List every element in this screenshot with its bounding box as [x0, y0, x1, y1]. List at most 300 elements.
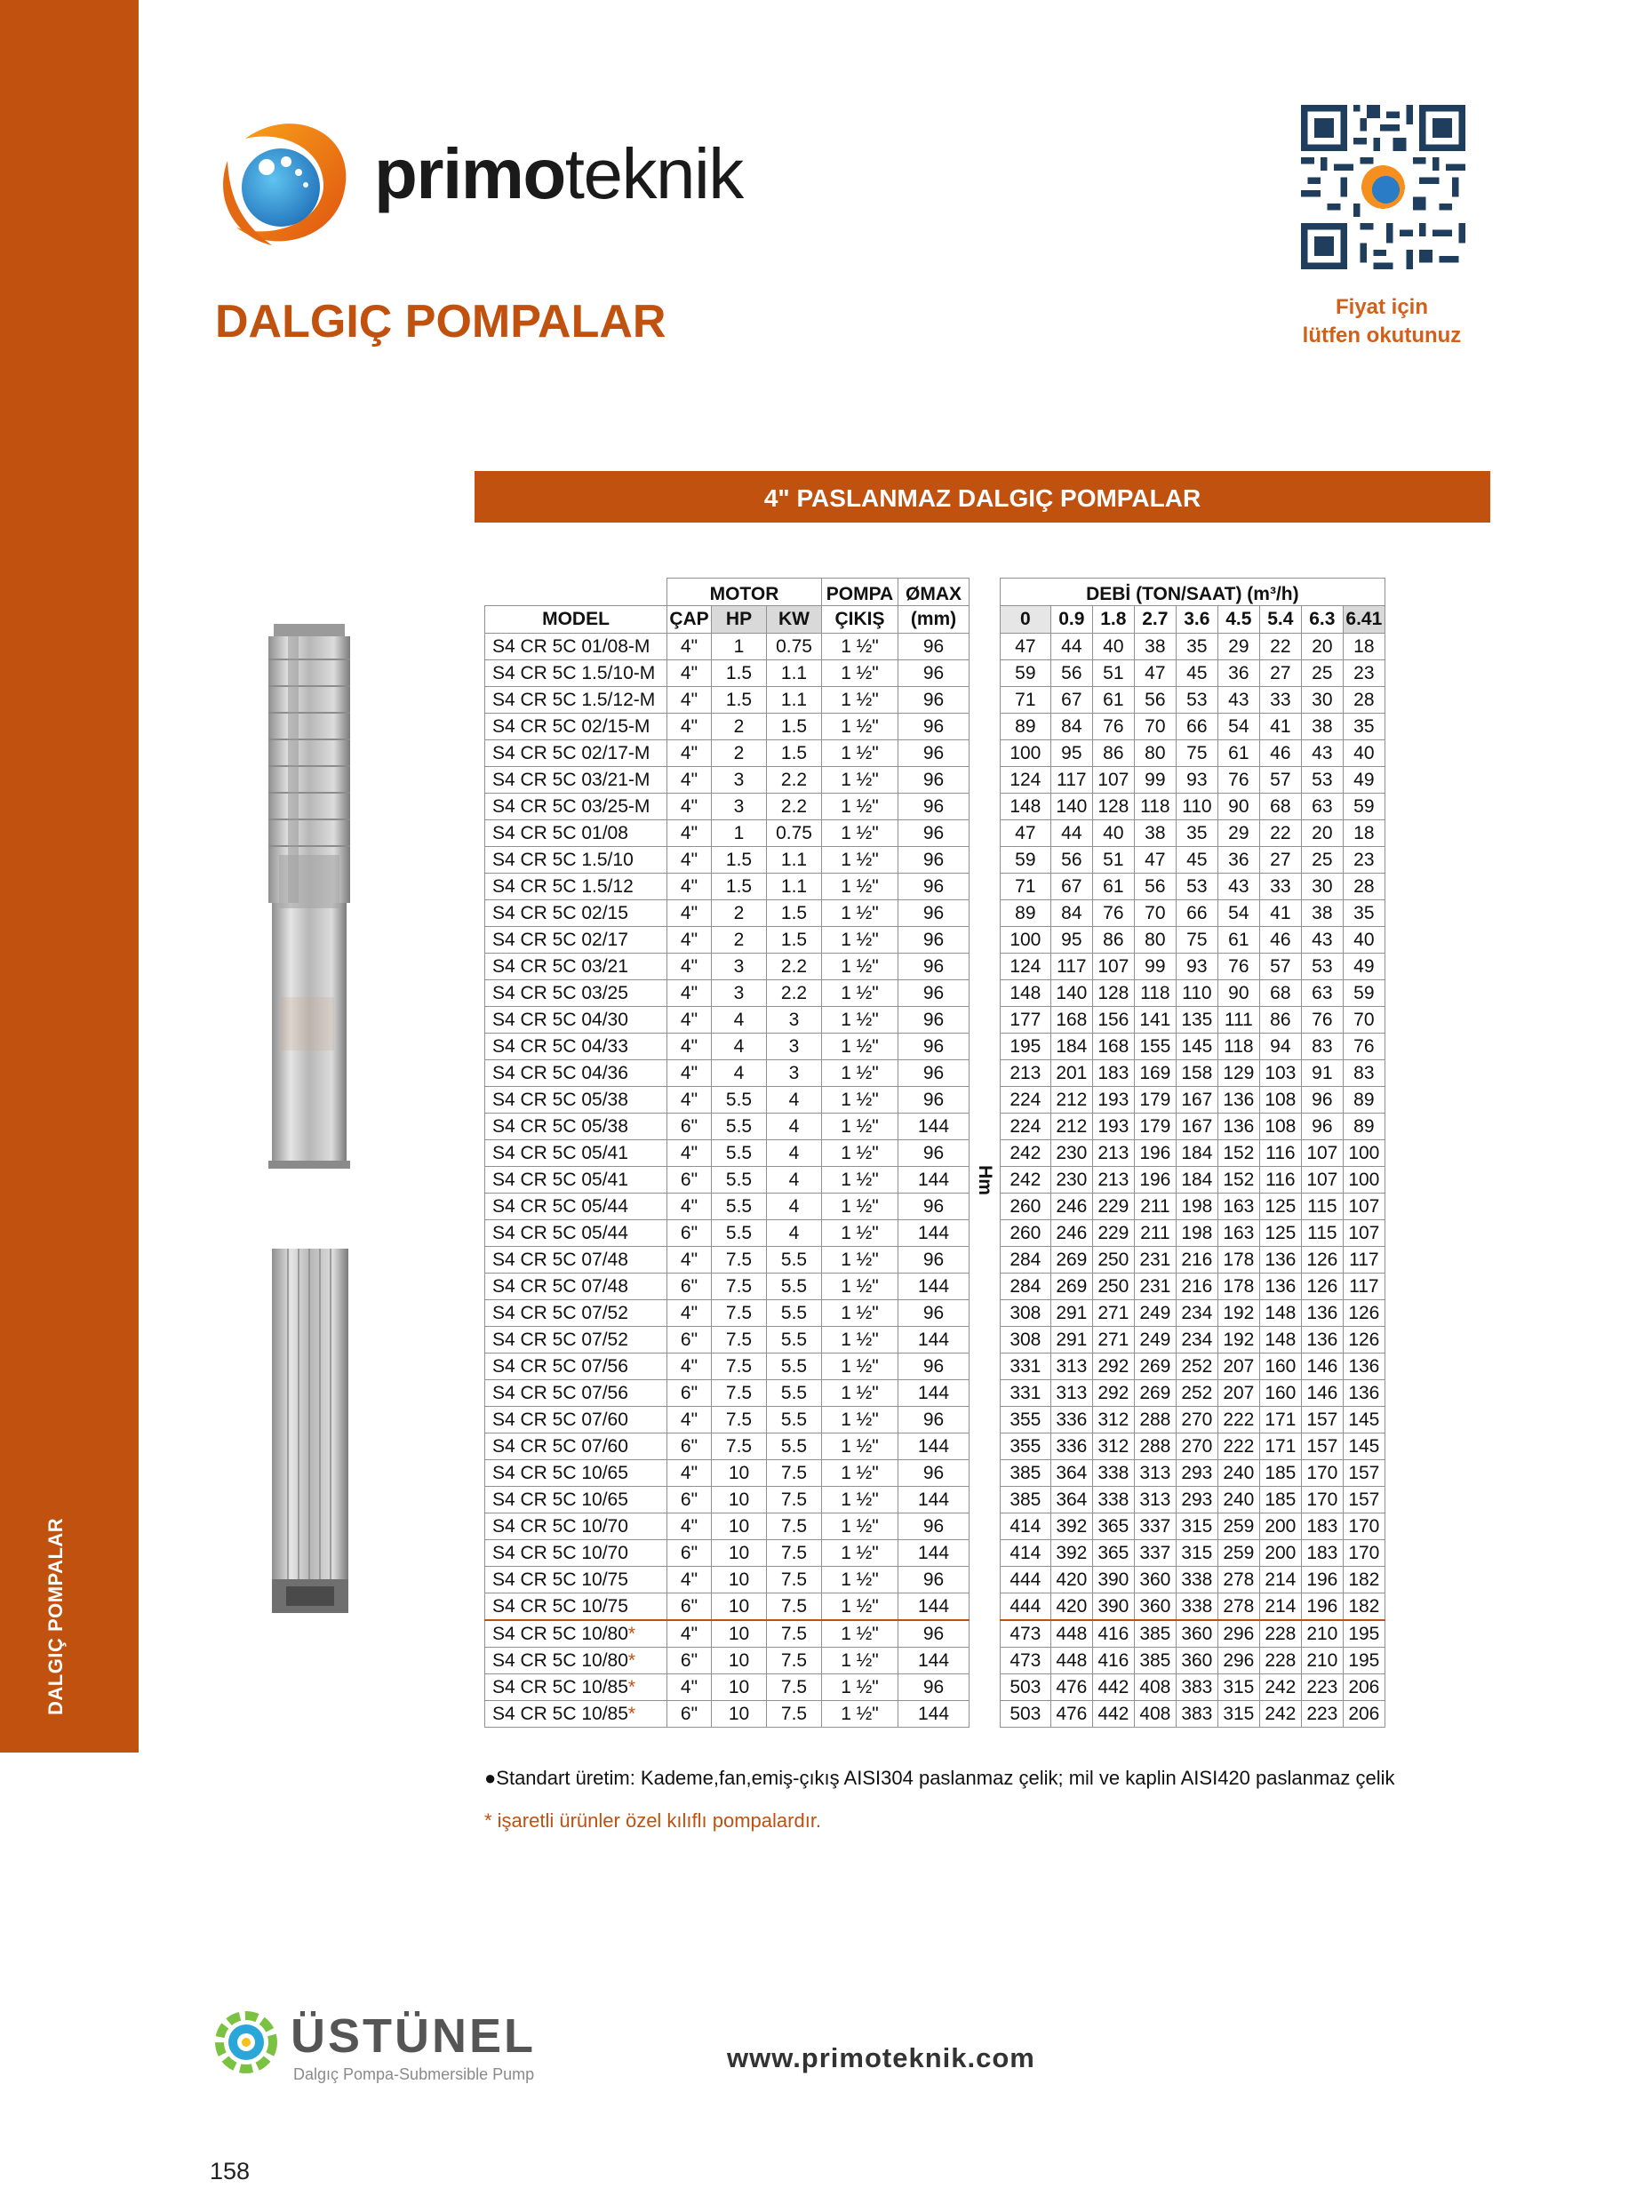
header-cap: ÇAP [667, 606, 712, 634]
table-header-group-row [485, 579, 1385, 606]
head-value-cell: 38 [1134, 634, 1176, 660]
model-name: S4 CR 5C 02/17 [492, 929, 628, 950]
spec-cell: 1.5 [767, 714, 822, 740]
table-row [485, 847, 1385, 874]
head-value-cell: 40 [1343, 740, 1385, 767]
head-value-cell: 145 [1176, 1034, 1217, 1060]
model-cell [485, 1620, 667, 1648]
special-mark: * [627, 1676, 636, 1697]
spec-cell: 1 ½" [822, 1513, 898, 1540]
model-cell [485, 1540, 667, 1567]
spec-cell: 2 [712, 927, 767, 954]
head-value-cell: 224 [1000, 1087, 1050, 1114]
table-row [485, 1487, 1385, 1513]
pump-spec-table [484, 578, 1385, 1728]
head-value-cell: 126 [1343, 1300, 1385, 1327]
spec-cell: 1 ½" [822, 660, 898, 687]
table-row [485, 1354, 1385, 1380]
head-value-cell: 107 [1343, 1194, 1385, 1220]
spec-cell: 5.5 [712, 1167, 767, 1194]
head-value-cell: 167 [1176, 1087, 1217, 1114]
model-name: S4 CR 5C 10/85 [492, 1703, 628, 1724]
spec-cell: 2 [712, 740, 767, 767]
head-value-cell: 33 [1259, 687, 1301, 714]
spec-cell: 1 ½" [822, 954, 898, 980]
model-name: S4 CR 5C 1.5/12-M [492, 689, 656, 710]
qr-caption-line2: lütfen okutunuz [1302, 323, 1462, 347]
spec-cell: 1.5 [712, 660, 767, 687]
spec-cell: 144 [898, 1274, 970, 1300]
head-value-cell: 170 [1343, 1513, 1385, 1540]
head-value-cell: 246 [1050, 1194, 1092, 1220]
spec-cell: 5.5 [712, 1220, 767, 1247]
table-row [485, 874, 1385, 900]
spec-cell: 7.5 [767, 1701, 822, 1728]
head-value-cell: 56 [1050, 660, 1092, 687]
spec-cell: 10 [712, 1540, 767, 1567]
model-cell [485, 714, 667, 740]
table-row [485, 1433, 1385, 1460]
qr-code-icon[interactable] [1301, 105, 1465, 269]
spec-cell: 7.5 [712, 1247, 767, 1274]
head-value-cell: 128 [1092, 980, 1134, 1007]
spec-cell: 144 [898, 1593, 970, 1621]
spec-cell: 1 ½" [822, 794, 898, 820]
spec-cell: 4 [712, 1060, 767, 1087]
spec-cell: 3 [712, 767, 767, 794]
model-cell [485, 874, 667, 900]
spec-cell: 6" [667, 1380, 712, 1407]
head-value-cell: 124 [1000, 767, 1050, 794]
spec-cell: 4" [667, 1354, 712, 1380]
head-value-cell: 108 [1259, 1114, 1301, 1140]
head-value-cell: 49 [1343, 954, 1385, 980]
head-value-cell: 288 [1134, 1407, 1176, 1433]
hm-axis-label: Hm [974, 1165, 995, 1195]
head-value-cell: 292 [1092, 1380, 1134, 1407]
spec-cell: 1 ½" [822, 1354, 898, 1380]
spec-cell: 1.1 [767, 847, 822, 874]
header-flow: 5.4 [1259, 606, 1301, 634]
head-value-cell: 338 [1092, 1460, 1134, 1487]
website-link[interactable]: www.primoteknik.com [727, 2042, 1035, 2073]
model-name: S4 CR 5C 10/65 [492, 1462, 628, 1483]
head-value-cell: 67 [1050, 874, 1092, 900]
spec-cell: 96 [898, 1460, 970, 1487]
spec-cell: 1 ½" [822, 1140, 898, 1167]
head-value-cell: 136 [1343, 1354, 1385, 1380]
spec-cell: 6" [667, 1327, 712, 1354]
spec-cell: 1.1 [767, 660, 822, 687]
spec-cell: 3 [767, 1060, 822, 1087]
head-value-cell: 196 [1301, 1593, 1343, 1621]
spec-cell: 96 [898, 1674, 970, 1701]
head-value-cell: 249 [1134, 1300, 1176, 1327]
spec-cell: 4" [667, 847, 712, 874]
spec-cell: 4" [667, 820, 712, 847]
model-name: S4 CR 5C 04/36 [492, 1062, 628, 1083]
head-value-cell: 107 [1092, 767, 1134, 794]
head-value-cell: 192 [1217, 1300, 1259, 1327]
head-value-cell: 171 [1259, 1407, 1301, 1433]
head-value-cell: 293 [1176, 1487, 1217, 1513]
qr-caption [1271, 293, 1493, 350]
model-cell [485, 847, 667, 874]
head-value-cell: 331 [1000, 1354, 1050, 1380]
spec-cell: 1 ½" [822, 1007, 898, 1034]
head-value-cell: 76 [1092, 714, 1134, 740]
spec-cell: 4" [667, 900, 712, 927]
spec-cell: 1 ½" [822, 1274, 898, 1300]
spec-cell: 5.5 [767, 1274, 822, 1300]
head-value-cell: 136 [1217, 1114, 1259, 1140]
spec-cell: 96 [898, 1140, 970, 1167]
head-value-cell: 250 [1092, 1247, 1134, 1274]
spec-cell: 4" [667, 1674, 712, 1701]
model-cell [485, 740, 667, 767]
spec-cell: 4" [667, 1060, 712, 1087]
head-value-cell: 476 [1050, 1701, 1092, 1728]
head-value-cell: 44 [1050, 634, 1092, 660]
head-value-cell: 126 [1343, 1327, 1385, 1354]
model-cell [485, 1354, 667, 1380]
spec-cell: 96 [898, 1034, 970, 1060]
head-value-cell: 308 [1000, 1327, 1050, 1354]
head-value-cell: 116 [1259, 1167, 1301, 1194]
head-value-cell: 312 [1092, 1433, 1134, 1460]
head-value-cell: 71 [1000, 874, 1050, 900]
spec-cell: 10 [712, 1620, 767, 1648]
table-row [485, 1167, 1385, 1194]
head-value-cell: 240 [1217, 1487, 1259, 1513]
spec-cell: 6" [667, 1433, 712, 1460]
model-name: S4 CR 5C 10/70 [492, 1515, 628, 1537]
head-value-cell: 23 [1343, 660, 1385, 687]
head-value-cell: 178 [1217, 1274, 1259, 1300]
header-debi: DEBİ (TON/SAAT) (m³/h) [1000, 579, 1385, 606]
spec-cell: 96 [898, 900, 970, 927]
spec-cell: 4" [667, 1567, 712, 1593]
head-value-cell: 75 [1176, 740, 1217, 767]
table-row [485, 1220, 1385, 1247]
spec-cell: 5.5 [767, 1247, 822, 1274]
spec-cell: 4 [767, 1114, 822, 1140]
head-value-cell: 229 [1092, 1194, 1134, 1220]
spec-cell: 4" [667, 1460, 712, 1487]
spec-cell: 7.5 [767, 1513, 822, 1540]
head-value-cell: 293 [1176, 1460, 1217, 1487]
head-value-cell: 107 [1092, 954, 1134, 980]
head-value-cell: 315 [1176, 1513, 1217, 1540]
model-name: S4 CR 5C 10/70 [492, 1542, 628, 1563]
spec-cell: 4" [667, 954, 712, 980]
header-flow: 0 [1000, 606, 1050, 634]
head-value-cell: 234 [1176, 1300, 1217, 1327]
header-hp: HP [712, 606, 767, 634]
head-value-cell: 250 [1092, 1274, 1134, 1300]
table-row [485, 660, 1385, 687]
spec-cell: 144 [898, 1114, 970, 1140]
head-value-cell: 158 [1176, 1060, 1217, 1087]
ustunel-tagline: Dalgıç Pompa-Submersible Pump [293, 2065, 535, 2083]
spec-cell: 144 [898, 1540, 970, 1567]
head-value-cell: 100 [1343, 1140, 1385, 1167]
spec-cell: 96 [898, 714, 970, 740]
spec-cell: 1 ½" [822, 1407, 898, 1433]
head-value-cell: 156 [1092, 1007, 1134, 1034]
spec-cell: 96 [898, 980, 970, 1007]
head-value-cell: 230 [1050, 1167, 1092, 1194]
spec-cell: 144 [898, 1327, 970, 1354]
table-row [485, 634, 1385, 660]
spec-cell: 10 [712, 1648, 767, 1674]
head-value-cell: 385 [1000, 1487, 1050, 1513]
head-value-cell: 195 [1343, 1648, 1385, 1674]
head-value-cell: 249 [1134, 1327, 1176, 1354]
head-value-cell: 152 [1217, 1140, 1259, 1167]
model-name: S4 CR 5C 04/30 [492, 1009, 628, 1030]
head-value-cell: 91 [1301, 1060, 1343, 1087]
head-value-cell: 86 [1092, 740, 1134, 767]
head-value-cell: 61 [1092, 874, 1134, 900]
table-row [485, 980, 1385, 1007]
head-value-cell: 28 [1343, 687, 1385, 714]
head-value-cell: 57 [1259, 954, 1301, 980]
head-value-cell: 185 [1259, 1460, 1301, 1487]
head-value-cell: 201 [1050, 1060, 1092, 1087]
head-value-cell: 117 [1050, 767, 1092, 794]
spec-cell: 96 [898, 740, 970, 767]
model-name: S4 CR 5C 03/25 [492, 982, 628, 1003]
head-value-cell: 44 [1050, 820, 1092, 847]
head-value-cell: 210 [1301, 1620, 1343, 1648]
head-value-cell: 212 [1050, 1087, 1092, 1114]
primoteknik-swirl-icon [210, 112, 361, 254]
head-value-cell: 117 [1343, 1274, 1385, 1300]
head-value-cell: 76 [1217, 954, 1259, 980]
spec-cell: 3 [767, 1007, 822, 1034]
spec-cell: 1 ½" [822, 1701, 898, 1728]
head-value-cell: 171 [1259, 1433, 1301, 1460]
head-value-cell: 95 [1050, 927, 1092, 954]
head-value-cell: 269 [1050, 1247, 1092, 1274]
model-name: S4 CR 5C 03/21 [492, 955, 628, 977]
spec-cell: 96 [898, 1060, 970, 1087]
head-value-cell: 385 [1000, 1460, 1050, 1487]
head-value-cell: 291 [1050, 1300, 1092, 1327]
head-value-cell: 84 [1050, 900, 1092, 927]
spec-cell: 1 ½" [822, 927, 898, 954]
qr-caption-line1: Fiyat için [1335, 295, 1429, 319]
head-value-cell: 196 [1134, 1140, 1176, 1167]
head-value-cell: 271 [1092, 1327, 1134, 1354]
spec-cell: 2.2 [767, 767, 822, 794]
head-value-cell: 444 [1000, 1593, 1050, 1621]
spec-cell: 7.5 [712, 1300, 767, 1327]
model-cell [485, 927, 667, 954]
head-value-cell: 242 [1259, 1701, 1301, 1728]
spec-cell: 7.5 [767, 1487, 822, 1513]
head-value-cell: 20 [1301, 820, 1343, 847]
head-value-cell: 160 [1259, 1380, 1301, 1407]
head-value-cell: 182 [1343, 1567, 1385, 1593]
spec-cell: 1 ½" [822, 1460, 898, 1487]
model-name: S4 CR 5C 10/85 [492, 1676, 628, 1697]
head-value-cell: 195 [1000, 1034, 1050, 1060]
header-pompa: POMPA [822, 579, 898, 606]
head-value-cell: 89 [1000, 714, 1050, 740]
spec-cell: 5.5 [767, 1354, 822, 1380]
spec-cell: 96 [898, 1194, 970, 1220]
head-value-cell: 22 [1259, 820, 1301, 847]
spec-cell: 5.5 [712, 1087, 767, 1114]
head-value-cell: 503 [1000, 1701, 1050, 1728]
spec-cell: 1 ½" [822, 980, 898, 1007]
head-value-cell: 61 [1092, 687, 1134, 714]
section-banner: 4" PASLANMAZ DALGIÇ POMPALAR [475, 471, 1490, 523]
spec-cell: 144 [898, 1433, 970, 1460]
spec-cell: 2.2 [767, 980, 822, 1007]
model-name: S4 CR 5C 1.5/10 [492, 849, 634, 870]
head-value-cell: 125 [1259, 1194, 1301, 1220]
spec-cell: 4 [767, 1194, 822, 1220]
head-value-cell: 145 [1343, 1433, 1385, 1460]
table-row [485, 794, 1385, 820]
head-value-cell: 392 [1050, 1513, 1092, 1540]
spec-cell: 4" [667, 1194, 712, 1220]
spec-cell: 1 ½" [822, 1220, 898, 1247]
head-value-cell: 252 [1176, 1354, 1217, 1380]
spec-cell: 5.5 [712, 1140, 767, 1167]
head-value-cell: 47 [1134, 660, 1176, 687]
spec-cell: 5.5 [767, 1380, 822, 1407]
head-value-cell: 152 [1217, 1167, 1259, 1194]
spec-cell: 4 [712, 1007, 767, 1034]
head-value-cell: 70 [1343, 1007, 1385, 1034]
model-name: S4 CR 5C 05/41 [492, 1142, 628, 1163]
head-value-cell: 140 [1050, 980, 1092, 1007]
head-value-cell: 313 [1134, 1487, 1176, 1513]
model-cell [485, 1460, 667, 1487]
head-value-cell: 269 [1050, 1274, 1092, 1300]
model-name: S4 CR 5C 1.5/10-M [492, 662, 656, 683]
model-cell [485, 1513, 667, 1540]
spec-cell: 6" [667, 1540, 712, 1567]
model-name: S4 CR 5C 04/33 [492, 1035, 628, 1057]
model-cell [485, 1407, 667, 1433]
head-value-cell: 442 [1092, 1674, 1134, 1701]
spec-cell: 144 [898, 1220, 970, 1247]
spec-cell: 96 [898, 1087, 970, 1114]
model-cell [485, 980, 667, 1007]
spec-cell: 144 [898, 1701, 970, 1728]
head-value-cell: 360 [1176, 1648, 1217, 1674]
head-value-cell: 136 [1259, 1247, 1301, 1274]
spec-cell: 2.2 [767, 954, 822, 980]
spec-cell: 3 [767, 1034, 822, 1060]
spec-cell: 1 ½" [822, 1380, 898, 1407]
special-mark: * [627, 1703, 636, 1724]
head-value-cell: 103 [1259, 1060, 1301, 1087]
head-value-cell: 383 [1176, 1674, 1217, 1701]
head-value-cell: 270 [1176, 1433, 1217, 1460]
model-name: S4 CR 5C 10/75 [492, 1595, 628, 1617]
model-name: S4 CR 5C 05/44 [492, 1195, 628, 1217]
model-name: S4 CR 5C 10/80 [492, 1649, 628, 1671]
model-cell [485, 1274, 667, 1300]
spec-cell: 2.2 [767, 794, 822, 820]
model-cell [485, 1433, 667, 1460]
spec-cell: 6" [667, 1648, 712, 1674]
spec-cell: 96 [898, 954, 970, 980]
head-value-cell: 51 [1092, 660, 1134, 687]
spec-cell: 4" [667, 980, 712, 1007]
head-value-cell: 57 [1259, 767, 1301, 794]
head-value-cell: 86 [1259, 1007, 1301, 1034]
head-value-cell: 252 [1176, 1380, 1217, 1407]
head-value-cell: 94 [1259, 1034, 1301, 1060]
head-value-cell: 364 [1050, 1460, 1092, 1487]
spec-cell: 1 ½" [822, 767, 898, 794]
head-value-cell: 284 [1000, 1274, 1050, 1300]
head-value-cell: 211 [1134, 1220, 1176, 1247]
head-value-cell: 296 [1217, 1620, 1259, 1648]
model-cell [485, 1007, 667, 1034]
head-value-cell: 76 [1343, 1034, 1385, 1060]
head-value-cell: 193 [1092, 1114, 1134, 1140]
model-name: S4 CR 5C 05/38 [492, 1115, 628, 1137]
head-value-cell: 71 [1000, 687, 1050, 714]
spec-cell: 7.5 [767, 1540, 822, 1567]
table-row [485, 1140, 1385, 1167]
head-value-cell: 80 [1134, 927, 1176, 954]
head-value-cell: 179 [1134, 1114, 1176, 1140]
spec-cell: 144 [898, 1487, 970, 1513]
head-value-cell: 331 [1000, 1380, 1050, 1407]
spec-cell: 1 ½" [822, 1194, 898, 1220]
spec-cell: 96 [898, 874, 970, 900]
head-value-cell: 70 [1134, 900, 1176, 927]
table-row [485, 1620, 1385, 1648]
head-value-cell: 54 [1217, 714, 1259, 740]
head-value-cell: 416 [1092, 1648, 1134, 1674]
spec-cell: 3 [712, 794, 767, 820]
head-value-cell: 278 [1217, 1593, 1259, 1621]
head-value-cell: 390 [1092, 1567, 1134, 1593]
gap-cell [970, 634, 1001, 1728]
model-name: S4 CR 5C 05/38 [492, 1089, 628, 1110]
head-value-cell: 43 [1217, 874, 1259, 900]
spec-cell: 1 ½" [822, 1674, 898, 1701]
model-cell [485, 1567, 667, 1593]
model-name: S4 CR 5C 03/25-M [492, 795, 650, 817]
model-cell [485, 900, 667, 927]
head-value-cell: 35 [1176, 820, 1217, 847]
spec-cell: 2 [712, 900, 767, 927]
model-name: S4 CR 5C 10/80 [492, 1623, 628, 1644]
head-value-cell: 129 [1217, 1060, 1259, 1087]
head-value-cell: 100 [1000, 740, 1050, 767]
model-cell [485, 1300, 667, 1327]
spec-cell: 1 ½" [822, 1593, 898, 1621]
head-value-cell: 222 [1217, 1407, 1259, 1433]
spec-cell: 1 ½" [822, 1327, 898, 1354]
head-value-cell: 278 [1217, 1567, 1259, 1593]
special-mark: * [627, 1649, 636, 1671]
head-value-cell: 41 [1259, 900, 1301, 927]
head-value-cell: 35 [1176, 634, 1217, 660]
head-value-cell: 40 [1092, 820, 1134, 847]
